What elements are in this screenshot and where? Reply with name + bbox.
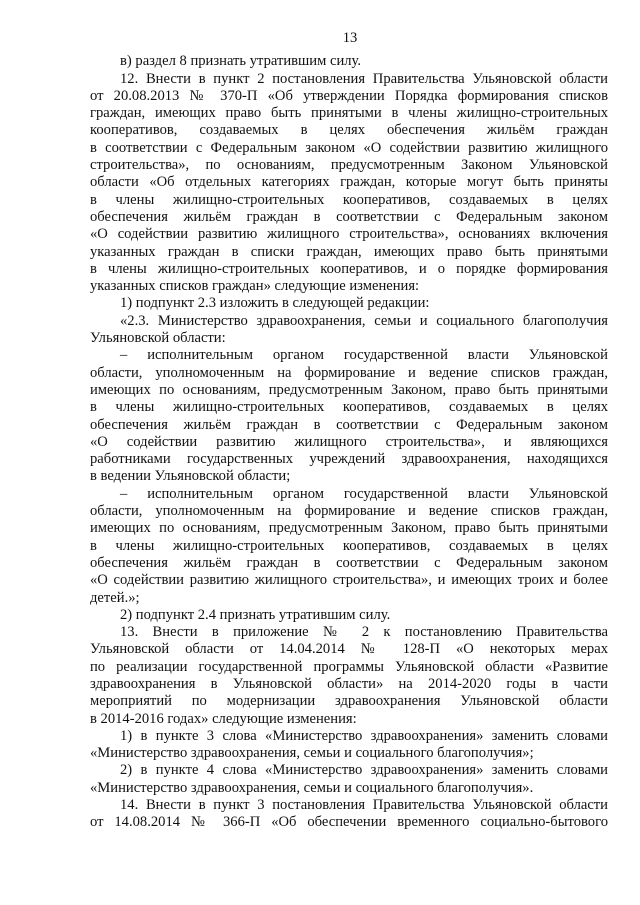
text-line: области, уполномоченным на формирование и ведение списков граждан, (90, 364, 608, 381)
text-line: 13. Внести в приложение № 2 к постановлению Правительства (120, 624, 608, 641)
text-line: по реализации государственной программы Ульяновской области «Развитие (90, 658, 608, 675)
text-line: граждан, имеющих право быть принятыми в члены жилищно-строительных (90, 105, 608, 122)
text-line: в) раздел 8 признать утратившим силу. (120, 53, 362, 70)
text-line: области «Об отдельных категориях граждан, которые могут быть приняты (90, 174, 608, 191)
text-line: детей.»; (90, 589, 140, 606)
text-line: имеющих по основаниям, предусмотренным Законом, право быть принятыми (90, 520, 608, 537)
text-line: в члены жилищно-строительных кооперативов, создаваемых в целях (90, 399, 608, 416)
text-line: – исполнительным органом государственной власти Ульяновской (120, 347, 608, 364)
text-line: области, уполномоченным на формирование и ведение списков граждан, (90, 503, 608, 520)
text-line: в члены жилищно-строительных кооперативов, создаваемых в целях (90, 537, 608, 554)
text-line: здравоохранения в Ульяновской области» на 2014-2020 годы в части (90, 675, 608, 692)
text-line: в 2014-2016 годах» следующие изменения: (90, 710, 357, 727)
text-line: в соответствии с Федеральным законом «О содействии развитию жилищного (90, 139, 608, 156)
page-number: 13 (342, 30, 358, 46)
text-line: Ульяновской области от 14.04.2014 № 128-П «О некоторых мерах (90, 641, 608, 658)
text-line: «О содействии развитию жилищного строительства», основаниях включения (90, 226, 608, 243)
text-line: 12. Внести в пункт 2 постановления Правительства Ульяновской области (120, 70, 608, 87)
text-line: 1) подпункт 2.3 изложить в следующей редакции: (120, 295, 430, 312)
text-line: – исполнительным органом государственной власти Ульяновской (120, 485, 608, 502)
text-line: обеспечения жильём граждан в соответствии с Федеральным законом (90, 554, 608, 571)
text-line: строительства», по основаниям, предусмотренным Законом Ульяновской (90, 157, 608, 174)
text-line: «Министерство здравоохранения, семьи и социального благополучия»; (90, 745, 534, 762)
text-line: в ведении Ульяновской области; (90, 468, 291, 485)
text-line: имеющих по основаниям, предусмотренным Законом, право быть принятыми (90, 381, 608, 398)
text-line: от 14.08.2014 № 366-П «Об обеспечении временного социально-бытового (90, 814, 608, 831)
text-line: указанных списков граждан» следующие изменения: (90, 278, 420, 295)
text-line: «О содействии развитию жилищного строительства», и имеющих троих и более (90, 572, 608, 589)
text-line: 2) подпункт 2.4 признать утратившим силу. (120, 606, 391, 623)
text-line: от 20.08.2013 № 370-П «Об утверждении Порядка формирования списков (90, 87, 608, 104)
text-line: 14. Внести в пункт 3 постановления Правительства Ульяновской области (120, 797, 608, 814)
text-line: «2.3. Министерство здравоохранения, семьи и социального благополучия (120, 312, 608, 329)
text-line: кооперативов, создаваемых в целях обеспечения жильём граждан (90, 122, 608, 139)
text-line: обеспечения жильём граждан в соответствии с Федеральным законом (90, 416, 608, 433)
text-line: Ульяновской области: (90, 330, 226, 347)
text-line: «Министерство здравоохранения, семьи и социального благополучия». (90, 779, 534, 796)
text-line: 1) в пункте 3 слова «Министерство здравоохранения» заменить словами (120, 727, 608, 744)
text-line: в члены жилищно-строительных кооперативов, создаваемых в целях (90, 191, 608, 208)
text-line: указанных граждан в списки граждан, имеющих право быть принятыми (90, 243, 608, 260)
text-line: мероприятий по модернизации здравоохранения Ульяновской области (90, 693, 608, 710)
text-line: обеспечения жильём граждан в соответствии с Федеральным законом (90, 208, 608, 225)
text-line: «О содействии развитию жилищного строительства», и являющихся (90, 433, 608, 450)
document-body (90, 53, 608, 831)
text-line: работниками государственных учреждений здравоохранения, находящихся (90, 451, 608, 468)
text-line: в члены жилищно-строительных кооперативов, и о порядке формирования (90, 260, 608, 277)
text-line: 2) в пункте 4 слова «Министерство здравоохранения» заменить словами (120, 762, 608, 779)
